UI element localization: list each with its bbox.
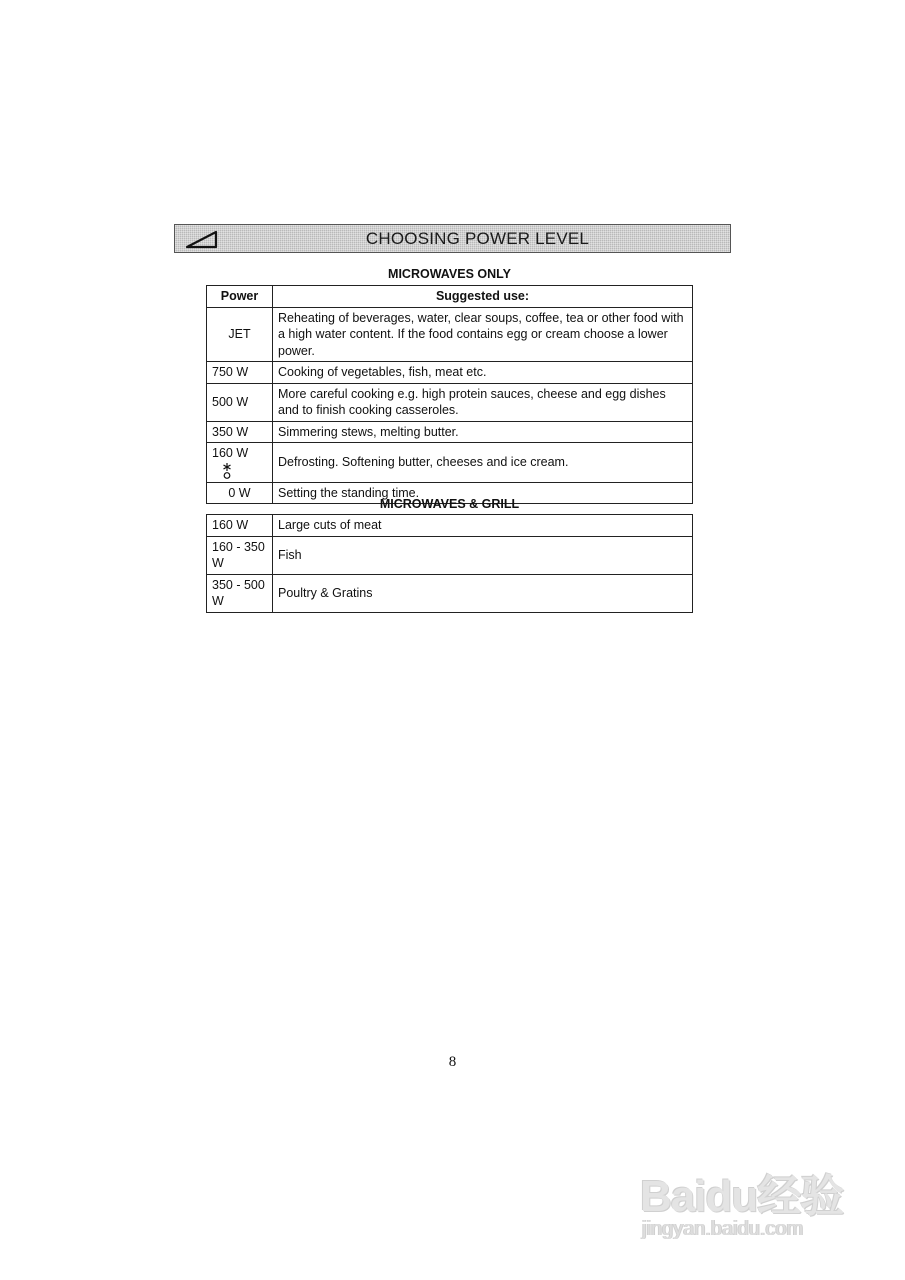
microwaves-grill-title: MICROWAVES & GRILL — [379, 497, 520, 511]
watermark — [640, 1140, 860, 1250]
microwaves-grill-table — [206, 514, 693, 613]
power-cell: 350 W — [207, 421, 273, 443]
table-row — [207, 443, 693, 483]
use-column-header: Suggested use: — [273, 286, 693, 308]
table-header-row — [207, 286, 693, 308]
table-row — [207, 536, 693, 574]
use-cell: More careful cooking e.g. high protein sauces, cheese and egg dishes and to finish cooking casseroles. — [273, 383, 693, 421]
microwaves-only-title: MICROWAVES ONLY — [388, 267, 511, 281]
table-row — [207, 307, 693, 362]
use-cell: Setting the standing time. — [273, 482, 693, 504]
microwaves-only-table — [206, 285, 693, 504]
table-row — [207, 574, 693, 612]
use-cell: Defrosting. Softening butter, cheeses and ice cream. — [273, 443, 693, 483]
use-cell: Reheating of beverages, water, clear soups, coffee, tea or other food with a high water content. If the food contains egg or cream choose a lower power. — [273, 307, 693, 362]
power-cell: JET — [207, 307, 273, 362]
power-value: 160 W — [212, 446, 249, 460]
power-cell: 0 W — [207, 482, 273, 504]
power-cell: 350 - 500 W — [207, 574, 273, 612]
table-row — [207, 362, 693, 384]
table-row — [207, 383, 693, 421]
section-title: CHOOSING POWER LEVEL — [365, 229, 590, 248]
section-header-bar — [174, 224, 731, 253]
power-cell: 160 W — [207, 515, 273, 537]
watermark-logo: Baidu经验 — [640, 1172, 844, 1221]
power-cell-with-icon — [207, 443, 273, 483]
use-cell: Cooking of vegetables, fish, meat etc. — [273, 362, 693, 384]
table-row — [207, 515, 693, 537]
page-number: 8 — [448, 1054, 457, 1070]
power-cell: 500 W — [207, 383, 273, 421]
defrost-icon — [222, 462, 232, 480]
table-row — [207, 421, 693, 443]
use-cell: Large cuts of meat — [273, 515, 693, 537]
use-cell: Simmering stews, melting butter. — [273, 421, 693, 443]
use-cell: Poultry & Gratins — [273, 574, 693, 612]
use-cell: Fish — [273, 536, 693, 574]
power-cell: 750 W — [207, 362, 273, 384]
watermark-url: jingyan.baidu.com — [642, 1218, 804, 1240]
power-column-header: Power — [207, 286, 273, 308]
power-cell: 160 - 350 W — [207, 536, 273, 574]
